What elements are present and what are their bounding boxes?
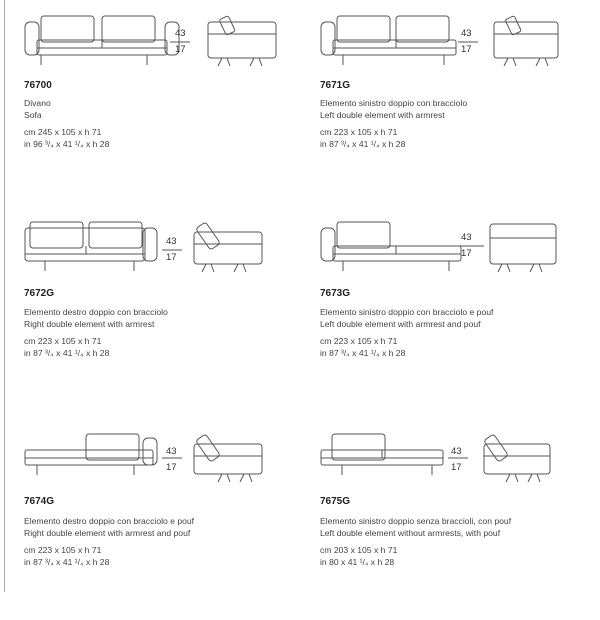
dimensions-in: in 87 ³/₄ x 41 ¹/₄ x h 28	[24, 348, 110, 358]
dimensions-in: in 80 x 41 ¹/₄ x h 28	[320, 557, 395, 567]
dimensions-cm: cm 223 x 105 x h 71	[24, 545, 102, 555]
description-it: Elemento sinistro doppio con bracciolo	[320, 98, 468, 108]
dimensions-in: in 87 ³/₄ x 41 ¹/₄ x h 28	[320, 348, 406, 358]
seat-height-label: 43	[166, 446, 177, 457]
product-code: 7673G	[320, 288, 351, 299]
leg-height-label: 17	[461, 248, 472, 259]
product-card-7672G	[22, 218, 302, 408]
product-card-7673G	[318, 218, 598, 408]
product-code: 7674G	[24, 496, 55, 507]
description-en: Left double element with armrest	[320, 110, 445, 120]
dimensions-in: in 87 ³/₄ x 41 ¹/₄ x h 28	[320, 139, 406, 149]
page-margin-rule	[4, 0, 5, 592]
description-en: Right double element with armrest and pouf	[24, 528, 191, 538]
product-code: 76700	[24, 80, 52, 91]
product-code: 7675G	[320, 496, 351, 507]
dimensions-cm: cm 245 x 105 x h 71	[24, 127, 102, 137]
leg-height-label: 17	[451, 462, 462, 473]
product-card-76700	[22, 12, 302, 202]
description-it: Elemento sinistro doppio senza braccioli, con pouf	[320, 516, 512, 526]
leg-height-label: 17	[166, 462, 177, 473]
description-it: Elemento destro doppio con bracciolo	[24, 307, 168, 317]
product-code: 7671G	[320, 80, 351, 91]
seat-height-label: 43	[451, 446, 462, 457]
seat-height-label: 43	[166, 236, 177, 247]
element-side-drawing	[318, 430, 598, 500]
description-en: Left double element with armrest and pouf	[320, 319, 481, 329]
leg-height-label: 17	[461, 44, 472, 55]
sofa-side-drawing	[22, 12, 302, 82]
seat-height-label: 43	[461, 28, 472, 39]
dimensions-cm: cm 223 x 105 x h 71	[320, 336, 398, 346]
seat-height-label: 43	[461, 232, 472, 243]
element-side-drawing	[22, 218, 302, 288]
description-it: Elemento sinistro doppio con bracciolo e pouf	[320, 307, 494, 317]
dimensions-cm: cm 223 x 105 x h 71	[24, 336, 102, 346]
element-side-drawing	[318, 218, 598, 288]
dimensions-in: in 96 ³/₄ x 41 ¹/₄ x h 28	[24, 139, 110, 149]
leg-height-label: 17	[166, 252, 177, 263]
element-side-drawing	[318, 12, 598, 82]
description-en: Right double element with armrest	[24, 319, 155, 329]
dimensions-cm: cm 203 x 105 x h 71	[320, 545, 398, 555]
dimensions-in: in 87 ³/₄ x 41 ¹/₄ x h 28	[24, 557, 110, 567]
leg-height-label: 17	[175, 44, 186, 55]
dimensions-cm: cm 223 x 105 x h 71	[320, 127, 398, 137]
element-side-drawing	[22, 430, 302, 500]
seat-height-label: 43	[175, 28, 186, 39]
product-code: 7672G	[24, 288, 55, 299]
description-en: Left double element without armrests, with pouf	[320, 528, 501, 538]
product-card-7671G	[318, 12, 598, 202]
description-en: Sofa	[24, 110, 42, 120]
description-it: Elemento destro doppio con bracciolo e pouf	[24, 516, 195, 526]
description-it: Divano	[24, 98, 51, 108]
